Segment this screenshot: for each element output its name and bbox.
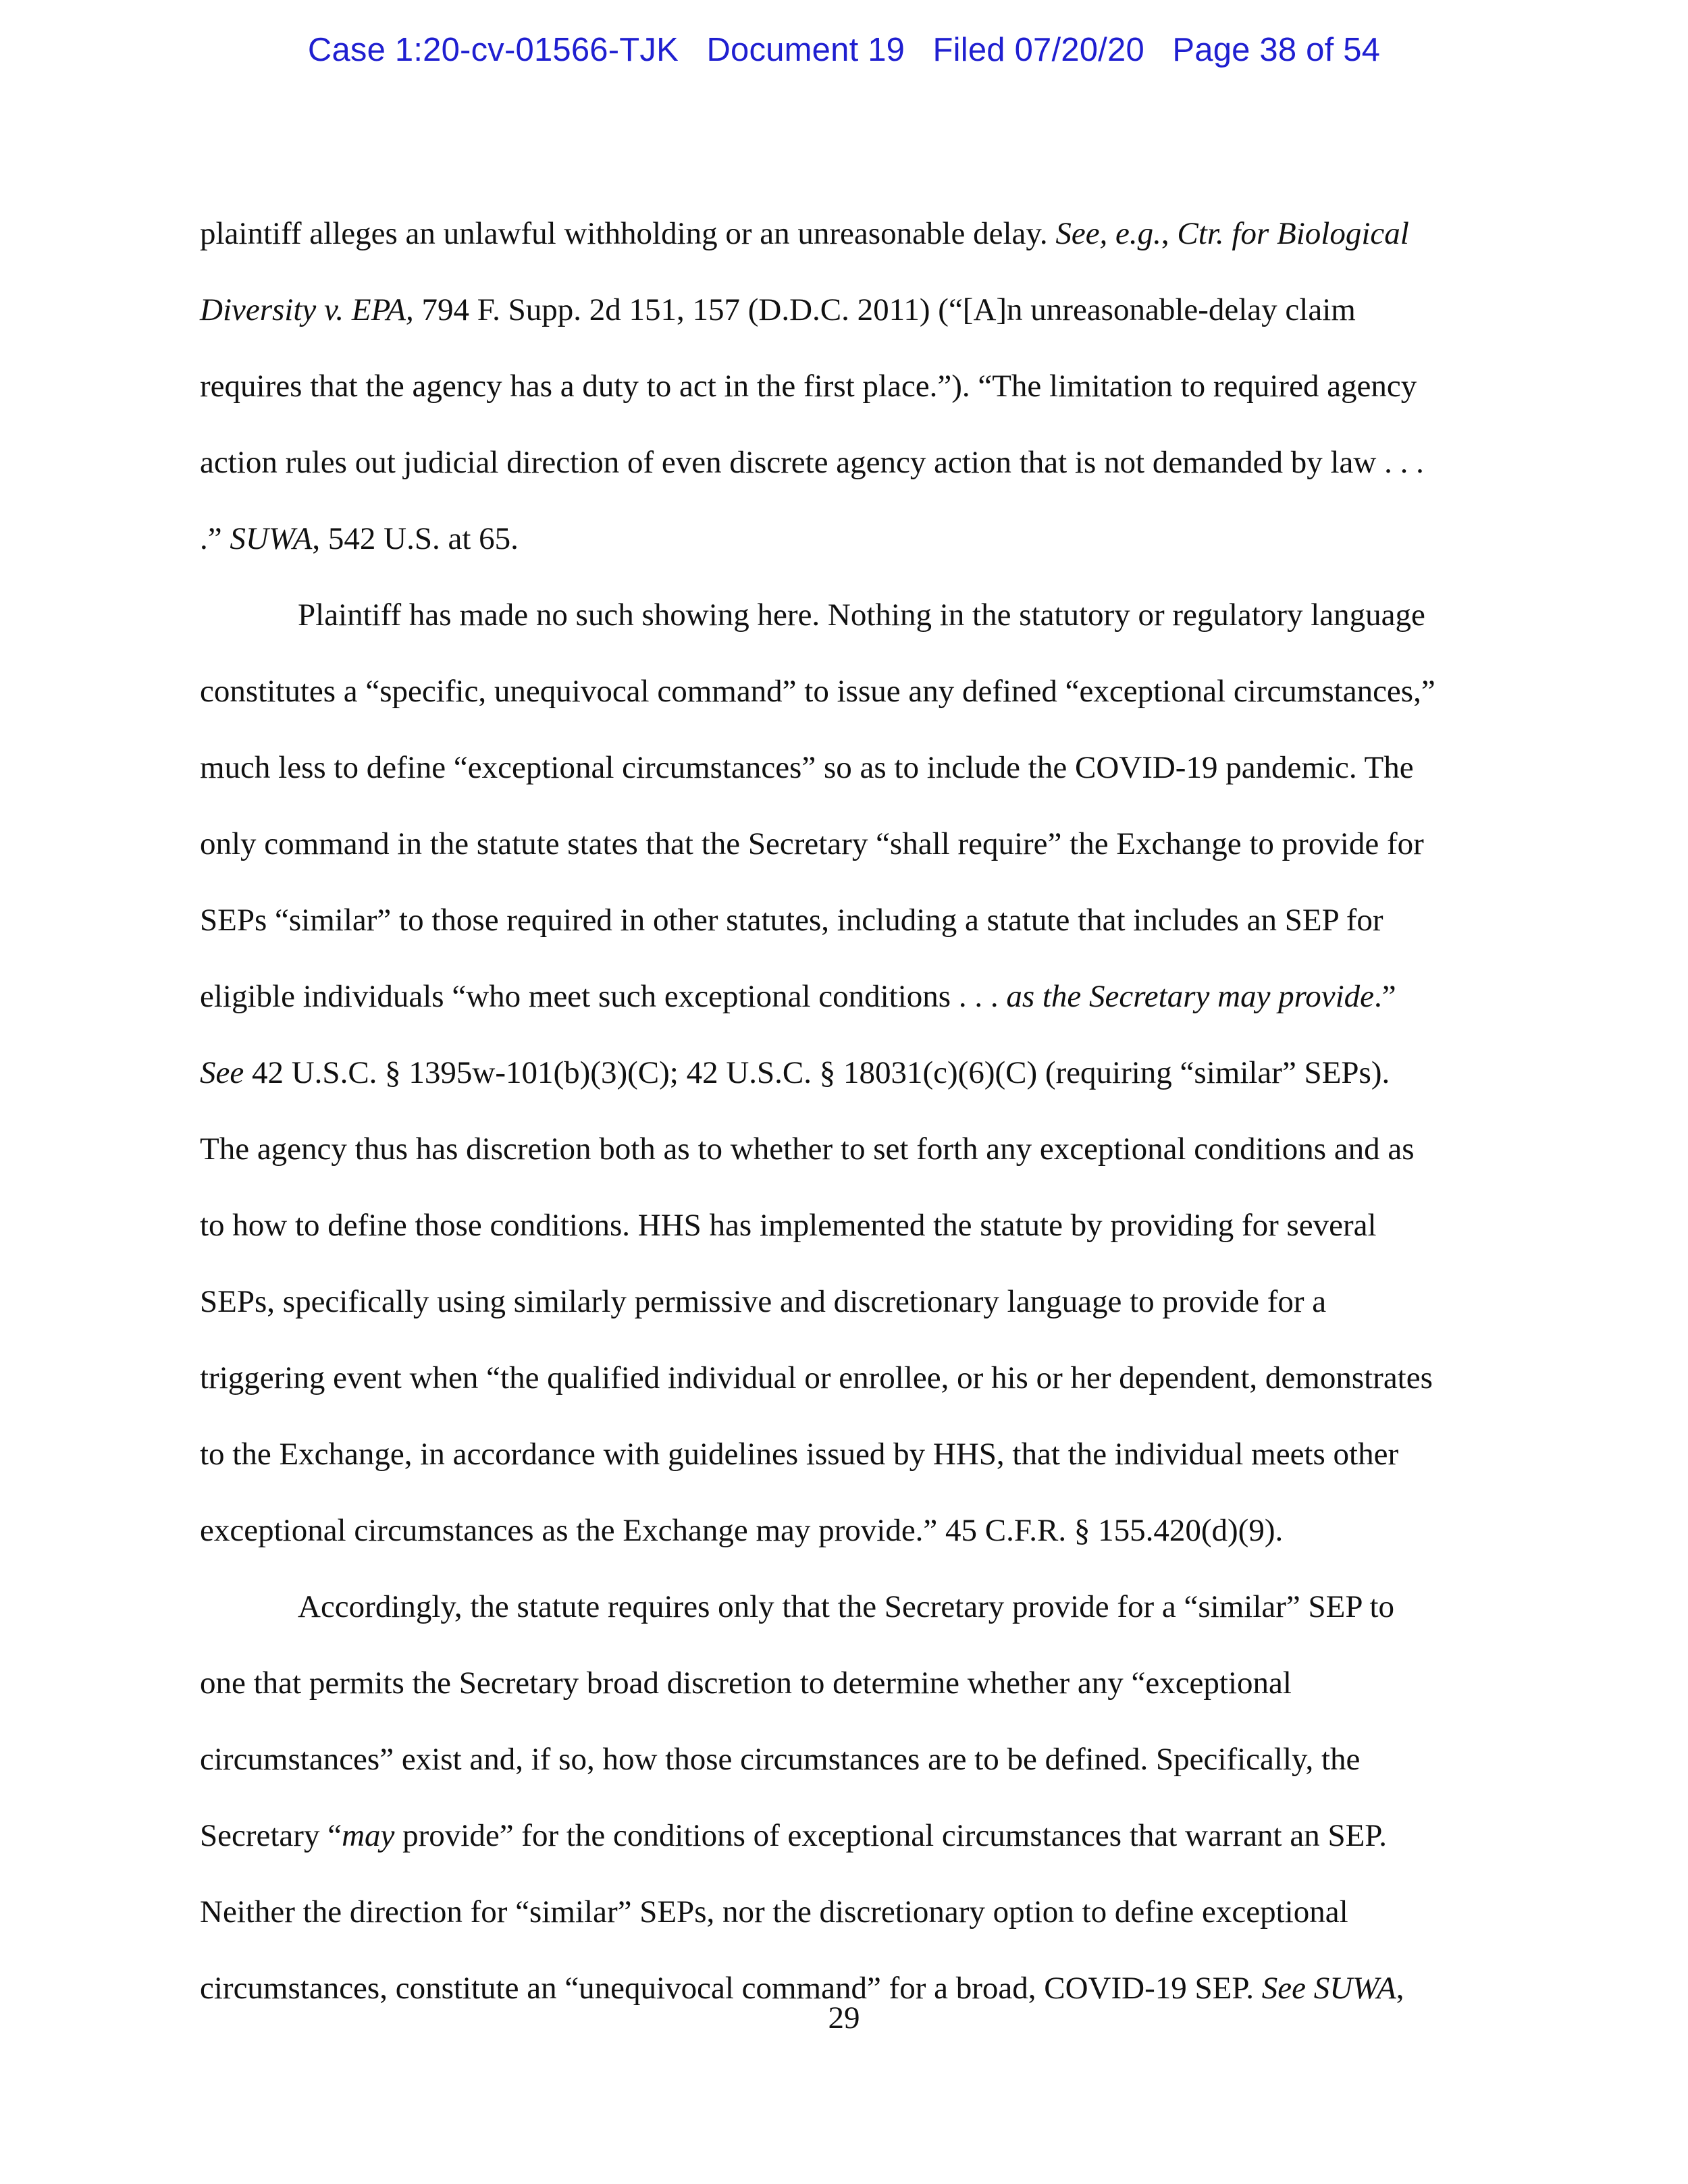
text-line: only command in the statute states that the Secretary “shall require” the Exchange to provide for [200, 826, 1424, 861]
document-number: Document 19 [706, 32, 905, 68]
text-line: Neither the direction for “similar” SEPs, nor the discretionary option to define exceptional [200, 1894, 1348, 1929]
text-line: requires that the agency has a duty to act in the first place.”). “The limitation to required agency [200, 369, 1417, 404]
paragraph-start-line: Plaintiff has made no such showing here. Nothing in the statutory or regulatory language [298, 597, 1425, 633]
text-line: SEPs, specifically using similarly permissive and discretionary language to provide for a [200, 1284, 1327, 1319]
text-line: Secretary “may provide” for the conditions of exceptional circumstances that warrant an SEP. [200, 1818, 1387, 1853]
text-line: .” SUWA, 542 U.S. at 65. [200, 521, 519, 556]
text-line: one that permits the Secretary broad discretion to determine whether any “exceptional [200, 1666, 1292, 1701]
page-number: 29 [828, 2000, 860, 2035]
text-line: plaintiff alleges an unlawful withholding or an unreasonable delay. See, e.g., Ctr. for Biological [200, 216, 1409, 251]
case-header [0, 31, 1688, 69]
text-line: much less to define “exceptional circumstances” so as to include the COVID-19 pandemic. The [200, 750, 1414, 785]
text-line: eligible individuals “who meet such exceptional conditions . . . as the Secretary may provide.” [200, 979, 1396, 1014]
case-number: Case 1:20-cv-01566-TJK [307, 32, 679, 68]
paragraph-start-line: Accordingly, the statute requires only that the Secretary provide for a “similar” SEP to [298, 1589, 1395, 1624]
text-line: SEPs “similar” to those required in other statutes, including a statute that includes an SEP for [200, 903, 1383, 938]
text-line: constitutes a “specific, unequivocal command” to issue any defined “exceptional circumstances,” [200, 674, 1435, 709]
document-body [200, 196, 1496, 2027]
text-line: triggering event when “the qualified individual or enrollee, or his or her dependent, demonstrates [200, 1360, 1433, 1395]
filed-date: Filed 07/20/20 [932, 32, 1144, 68]
text-line: to how to define those conditions. HHS has implemented the statute by providing for several [200, 1208, 1377, 1243]
text-line: circumstances, constitute an “unequivocal command” for a broad, COVID-19 SEP. See SUWA, [200, 1971, 1404, 2006]
text-line: action rules out judicial direction of even discrete agency action that is not demanded by law . . . [200, 445, 1424, 480]
text-line: exceptional circumstances as the Exchange may provide.” 45 C.F.R. § 155.420(d)(9). [200, 1513, 1284, 1548]
text-line: The agency thus has discretion both as to whether to set forth any exceptional conditions and as [200, 1131, 1415, 1167]
text-line: Diversity v. EPA, 794 F. Supp. 2d 151, 157 (D.D.C. 2011) (“[A]n unreasonable-delay claim [200, 292, 1356, 327]
text-line: to the Exchange, in accordance with guidelines issued by HHS, that the individual meets other [200, 1437, 1399, 1472]
text-line: circumstances” exist and, if so, how those circumstances are to be defined. Specifically, the [200, 1742, 1361, 1777]
page-of-total: Page 38 of 54 [1172, 32, 1381, 68]
text-line: See 42 U.S.C. § 1395w-101(b)(3)(C); 42 U.S.C. § 18031(c)(6)(C) (requiring “similar” SEPs). [200, 1055, 1390, 1090]
